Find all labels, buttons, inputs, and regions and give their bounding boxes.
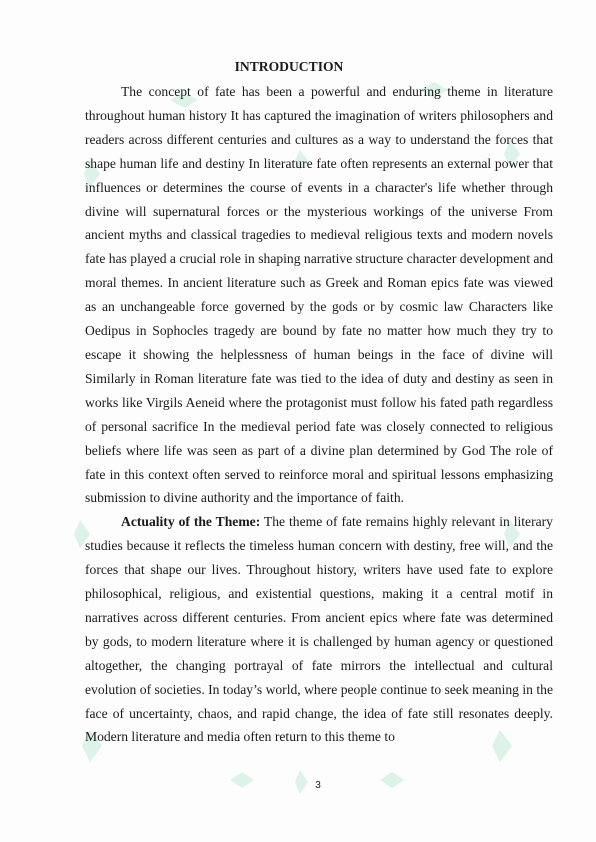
section-heading: INTRODUCTION (234, 59, 344, 74)
document-body (85, 58, 553, 749)
page-number: 3 (315, 780, 321, 791)
actuality-lead: Actuality of the Theme: (121, 514, 261, 530)
actuality-body: The theme of fate remains highly relevant in literary studies because it reflects the timeless human concern with destiny, free will, and the forces that shape our lives. Throughout history, writers have used fate to explore philosophical, religious, and existential questions, making it a central motif in narratives across different centuries. From ancient epics where fate was determined by gods, to modern literature where it is challenged by human agency or questioned altogether, the changing portrayal of fate mirrors the intellectual and cultural evolution of societies. In today’s world, where people continue to seek meaning in the face of uncertainty, chaos, and rapid change, the idea of fate still resonates deeply. Modern literature and media often return to this theme to (85, 514, 553, 745)
intro-paragraph: The concept of fate has been a powerful and enduring theme in literature throughout human history It has captured the imagination of writers philosophers and readers across different centuries and cultures as a way to understand the forces that shape human life and destiny In literature fate often represents an external power that influences or determines the course of events in a character's life whether through divine will supernatural forces or the mysterious workings of the universe From ancient myths and classical tragedies to medieval religious texts and modern novels fate has played a crucial role in shaping narrative structure character development and moral themes. In ancient literature such as Greek and Roman epics fate was viewed as an unchangeable force governed by the gods or by cosmic law Characters like Oedipus in Sophocles tragedy are bound by fate no matter how much they try to escape it showing the helplessness of human beings in the face of divine will Similarly in Roman literature fate was tied to the idea of duty and destiny as seen in works like Virgils Aeneid where the protagonist must follow his fated path regardless of personal sacrifice In the medieval period fate was closely connected to religious beliefs where life was seen as part of a divine plan determined by God The role of fate in this context often served to reinforce moral and spiritual lessons emphasizing submission to divine authority and the importance of faith. (85, 84, 554, 506)
actuality-paragraph (85, 510, 553, 749)
